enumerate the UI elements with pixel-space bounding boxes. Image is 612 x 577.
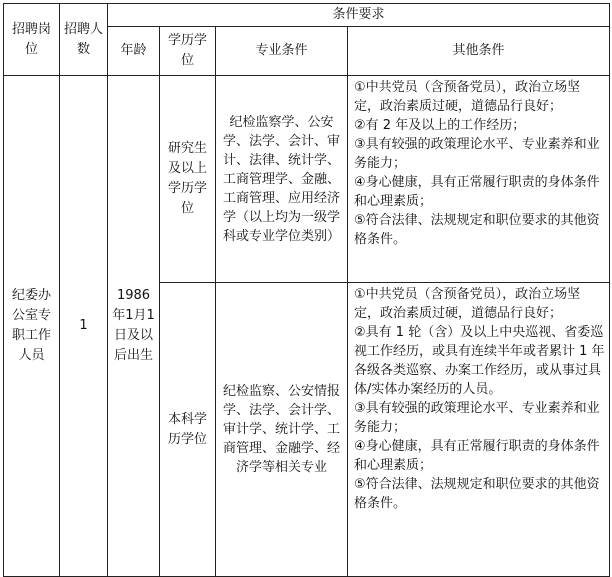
header-other: 其他条件	[348, 27, 610, 76]
list-item: ④身心健康，具有正常履行职责的身体条件和心理素质；	[354, 439, 600, 473]
degree-text: 研究生及以上学历学位	[167, 141, 207, 216]
header-age: 年龄	[108, 27, 160, 76]
recruitment-table	[3, 3, 610, 577]
header-count-label: 招聘人数	[64, 21, 104, 57]
list-item: ①中共党员（含预备党员），政治立场坚定，政治素质过硬，道德品行良好；	[354, 80, 581, 114]
table-row	[4, 76, 610, 283]
other-cell	[348, 283, 610, 577]
header-row-1	[4, 4, 610, 27]
job-count-cell: 1	[60, 76, 108, 577]
header-count	[60, 4, 108, 76]
header-degree	[160, 27, 216, 76]
header-post-label: 招聘岗位	[11, 21, 51, 57]
major-cell	[216, 76, 348, 283]
major-cell	[216, 283, 348, 577]
degree-cell	[160, 283, 216, 577]
list-item: ③具有较强的政策理论水平、专业素养和业务能力；	[354, 401, 600, 435]
list-item: ①中共党员（含预备党员），政治立场坚定，政治素质过硬，道德品行良好；	[354, 287, 581, 321]
list-item: ②具有 1 轮（含）及以上中央巡视、省委巡视工作经历，或具有连续半年或者累计 1 年各级各类巡察、办案工作经历，或从事过具体/实体办案经历的人员。	[354, 325, 605, 397]
job-age: 1986年1月1日及以后出生	[112, 288, 155, 363]
other-cell	[348, 76, 610, 283]
degree-cell	[160, 76, 216, 283]
header-major: 专业条件	[216, 27, 348, 76]
header-post	[4, 4, 60, 76]
job-age-cell	[108, 76, 160, 577]
other-conditions-list	[348, 76, 609, 251]
list-item: ④身心健康，具有正常履行职责的身体条件和心理素质；	[354, 175, 600, 209]
major-text: 纪检监察、公安情报学、法学、会计学、审计学、统计学、工商管理、金融学、经济学等相关专业	[222, 384, 340, 475]
header-conditions: 条件要求	[108, 4, 610, 27]
other-conditions-list	[348, 283, 609, 515]
list-item: ⑤符合法律、法规规定和职位要求的其他资格条件。	[354, 213, 600, 247]
list-item: ⑤符合法律、法规规定和职位要求的其他资格条件。	[354, 477, 600, 511]
major-text: 纪检监察学、公安学、法学、会计、审计、法律、统计学、工商管理学、金融、工商管理、应用经济学（以上均为一级学科或专业学位类别）	[222, 114, 340, 244]
degree-text: 本科学历学位	[167, 411, 207, 447]
job-post: 纪委办公室专职工作人员	[11, 288, 51, 363]
job-post-cell	[4, 76, 60, 577]
list-item: ②有 2 年及以上的工作经历；	[354, 118, 526, 133]
list-item: ③具有较强的政策理论水平、专业素养和业务能力；	[354, 137, 600, 171]
header-degree-label: 学历学位	[167, 33, 207, 68]
